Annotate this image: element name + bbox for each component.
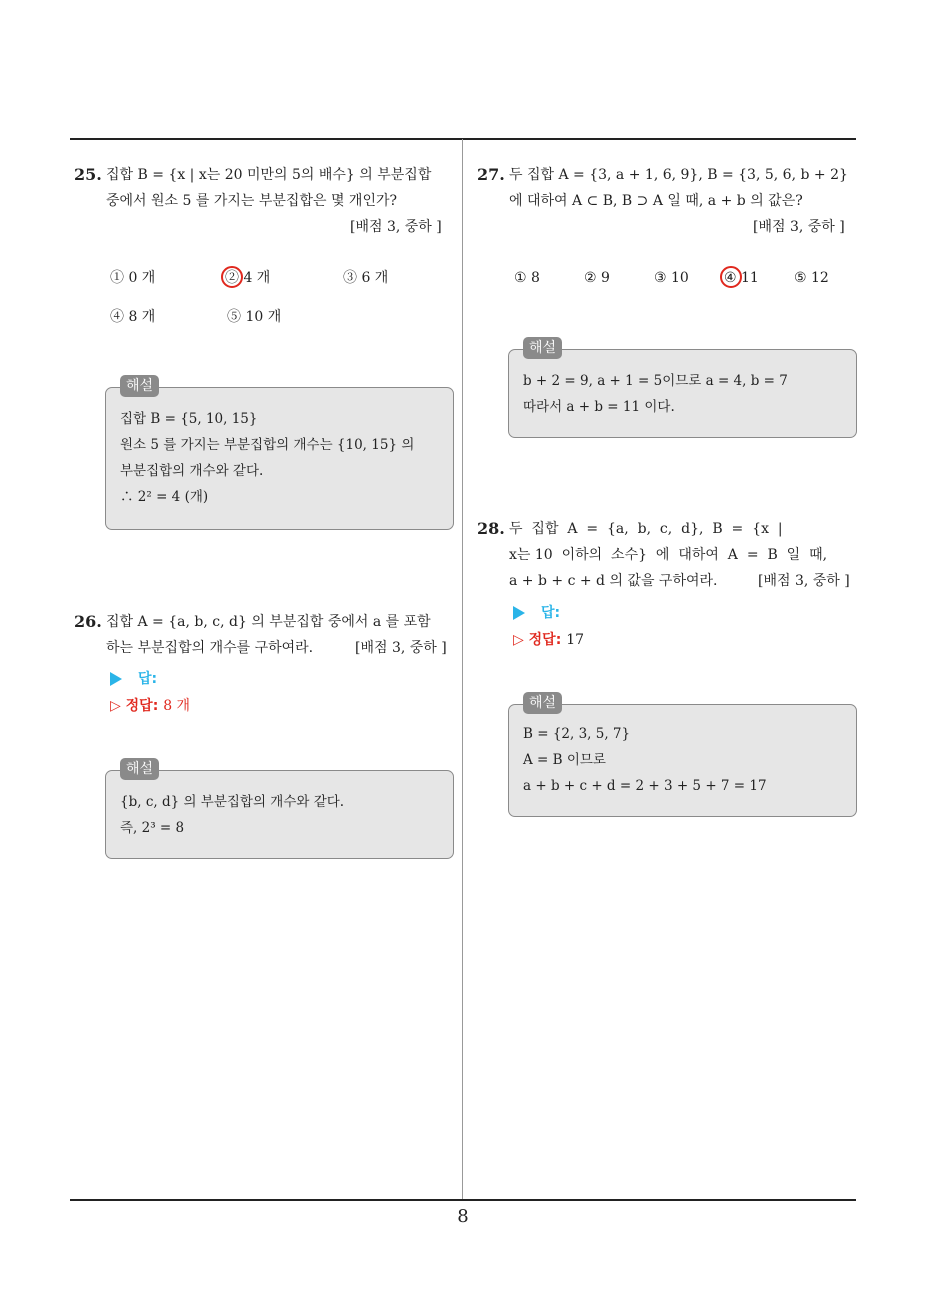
answer-row: [513, 602, 560, 622]
choice-1[interactable]: ① 8: [514, 270, 540, 286]
solution-tag: 해설: [120, 758, 159, 780]
correct-label: 정답:: [528, 632, 562, 648]
correct-answer-row: [513, 629, 584, 649]
solution-line: 집합 B = {5, 10, 15}: [120, 411, 258, 427]
solution-tag: 해설: [523, 337, 562, 359]
solution-line: 따라서 a + b = 11 이다.: [523, 399, 675, 415]
top-rule: [70, 138, 856, 140]
correct-value: 8 개: [163, 698, 191, 714]
answer-row: [110, 668, 157, 688]
score-label: [배점 3, 중하 ]: [753, 219, 845, 235]
solution-box: [105, 761, 454, 859]
column-divider: [462, 139, 463, 1201]
choice-5[interactable]: ⑤ 10 개: [227, 309, 282, 325]
solution-box: [508, 340, 857, 438]
solution-line: ∴ 2² = 4 (개): [120, 489, 209, 505]
answer-label: 답:: [541, 605, 561, 621]
choice-1[interactable]: ① 0 개: [110, 270, 156, 286]
correct-answer-row: [110, 695, 190, 715]
question-text-line1: 집합 B = {x | x는 20 미만의 5의 배수} 의 부분집합: [106, 167, 432, 183]
question-text-line1: 두 집합 A = {3, a + 1, 6, 9}, B = {3, 5, 6, b + 2}: [509, 167, 848, 183]
score-label: [배점 3, 중하 ]: [758, 573, 850, 589]
solution-tag: 해설: [523, 692, 562, 714]
answer-label: 답:: [138, 671, 158, 687]
choice-3[interactable]: ③ 6 개: [343, 270, 389, 286]
question-text-line1: 두 집합 A = {a, b, c, d}, B = {x |: [509, 521, 783, 537]
choice-2[interactable]: ② 9: [584, 270, 610, 286]
page-number: 8: [457, 1206, 469, 1227]
choice-3[interactable]: ③ 10: [654, 270, 689, 286]
choice-5[interactable]: ⑤ 12: [794, 270, 829, 286]
play-triangle-icon: [110, 672, 122, 686]
outline-triangle-icon: ▷: [110, 698, 121, 714]
question-number: 28.: [477, 519, 505, 538]
solution-line: B = {2, 3, 5, 7}: [523, 726, 631, 742]
choice-4[interactable]: ④ 8 개: [110, 309, 156, 325]
solution-line: 부분집합의 개수와 같다.: [120, 463, 264, 479]
correct-label: 정답:: [125, 698, 159, 714]
question-text-line2: 에 대하여 A ⊂ B, B ⊃ A 일 때, a + b 의 값은?: [509, 193, 803, 209]
solution-box: [508, 695, 857, 817]
solution-tag: 해설: [120, 375, 159, 397]
question-number: 25.: [74, 165, 102, 184]
solution-box: [105, 378, 454, 530]
choice-2[interactable]: ② 4 개: [225, 270, 271, 286]
score-label: [배점 3, 중하 ]: [355, 640, 447, 656]
solution-line: b + 2 = 9, a + 1 = 5이므로 a = 4, b = 7: [523, 373, 788, 389]
selected-answer-circle: [221, 266, 243, 288]
question-text-line2: x는 10 이하의 소수} 에 대하여 A = B 일 때,: [509, 547, 828, 563]
play-triangle-icon: [513, 606, 525, 620]
score-label: [배점 3, 중하 ]: [350, 219, 442, 235]
choice-4[interactable]: ④ 11: [724, 270, 759, 286]
solution-line: 원소 5 를 가지는 부분집합의 개수는 {10, 15} 의: [120, 437, 415, 453]
question-number: 26.: [74, 612, 102, 631]
solution-line: {b, c, d} 의 부분집합의 개수와 같다.: [120, 794, 345, 810]
question-text-line2: 중에서 원소 5 를 가지는 부분집합은 몇 개인가?: [106, 193, 397, 209]
solution-line: a + b + c + d = 2 + 3 + 5 + 7 = 17: [523, 778, 767, 794]
solution-line: A = B 이므로: [523, 752, 606, 768]
question-text-line2: 하는 부분집합의 개수를 구하여라.: [106, 640, 314, 656]
bottom-rule: [70, 1199, 856, 1201]
question-text-line3: a + b + c + d 의 값을 구하여라.: [509, 573, 718, 589]
correct-value: 17: [566, 632, 585, 648]
outline-triangle-icon: ▷: [513, 632, 524, 648]
selected-answer-circle: [720, 266, 742, 288]
solution-line: 즉, 2³ = 8: [120, 820, 185, 836]
question-number: 27.: [477, 165, 505, 184]
question-text-line1: 집합 A = {a, b, c, d} 의 부분집합 중에서 a 를 포함: [106, 614, 431, 630]
